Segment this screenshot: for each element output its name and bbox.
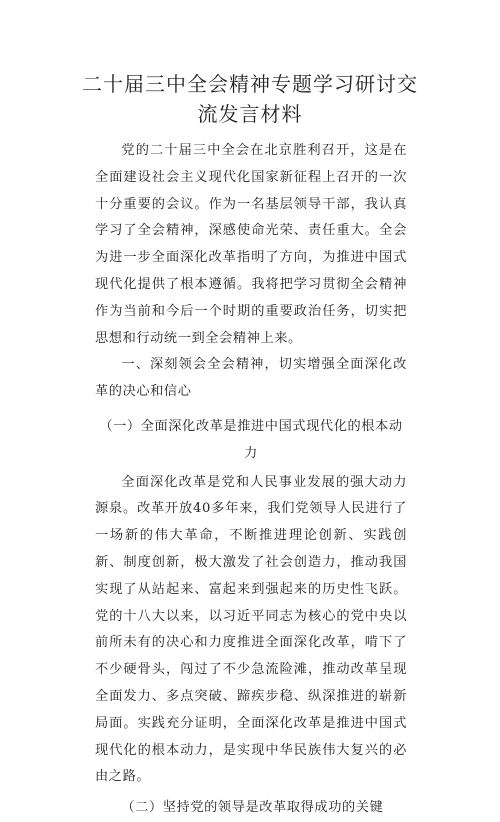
section-heading-1: 一、深刻领会全会精神，切实增强全面深化改革的决心和信心: [95, 357, 407, 400]
subsection-heading-1: （一）全面深化改革是推进中国式现代化的根本动力: [99, 418, 403, 461]
intro-paragraph: 党的二十届三中全会在北京胜利召开，这是在全面建设社会主义现代化国家新征程上召开的一次十分重要的会议。作为一名基层领导干部，我认真学习了全会精神，深感使命光荣、责任重大。全会为进一步全面深化改革指明了方向，为推进中国式现代化提供了根本遵循。我将把学习贯彻全会精神作为当前和今后一个时期的重要政治任务，切实把思想和行动统一到全会精神上来。: [95, 143, 407, 346]
subsection-1-paragraph: 全面深化改革是党和人民事业发展的强大动力源泉。改革开放40多年来，我们党领导人民进行了一场新的伟大革命，不断推进理论创新、实践创新、制度创新，极大激发了社会创造力，推动我国实现了从站起来、富起来到强起来的历史性飞跃。党的十八大以来，以习近平同志为核心的党中央以前所未有的决心和力度推进全面深化改革，啃下了不少硬骨头，闯过了不少急流险滩，推动改革呈现全面发力、多点突破、蹄疾步稳、纵深推进的崭新局面。实践充分证明，全面深化改革是推进中国式现代化的根本动力，是实现中华民族伟大复兴的必由之路。: [95, 474, 407, 785]
subsection-heading-2: （二）坚持党的领导是改革取得成功的关键: [121, 800, 384, 816]
document-title: 二十届三中全会精神专题学习研讨交流发言材料: [82, 72, 418, 127]
document-body: [95, 138, 407, 822]
